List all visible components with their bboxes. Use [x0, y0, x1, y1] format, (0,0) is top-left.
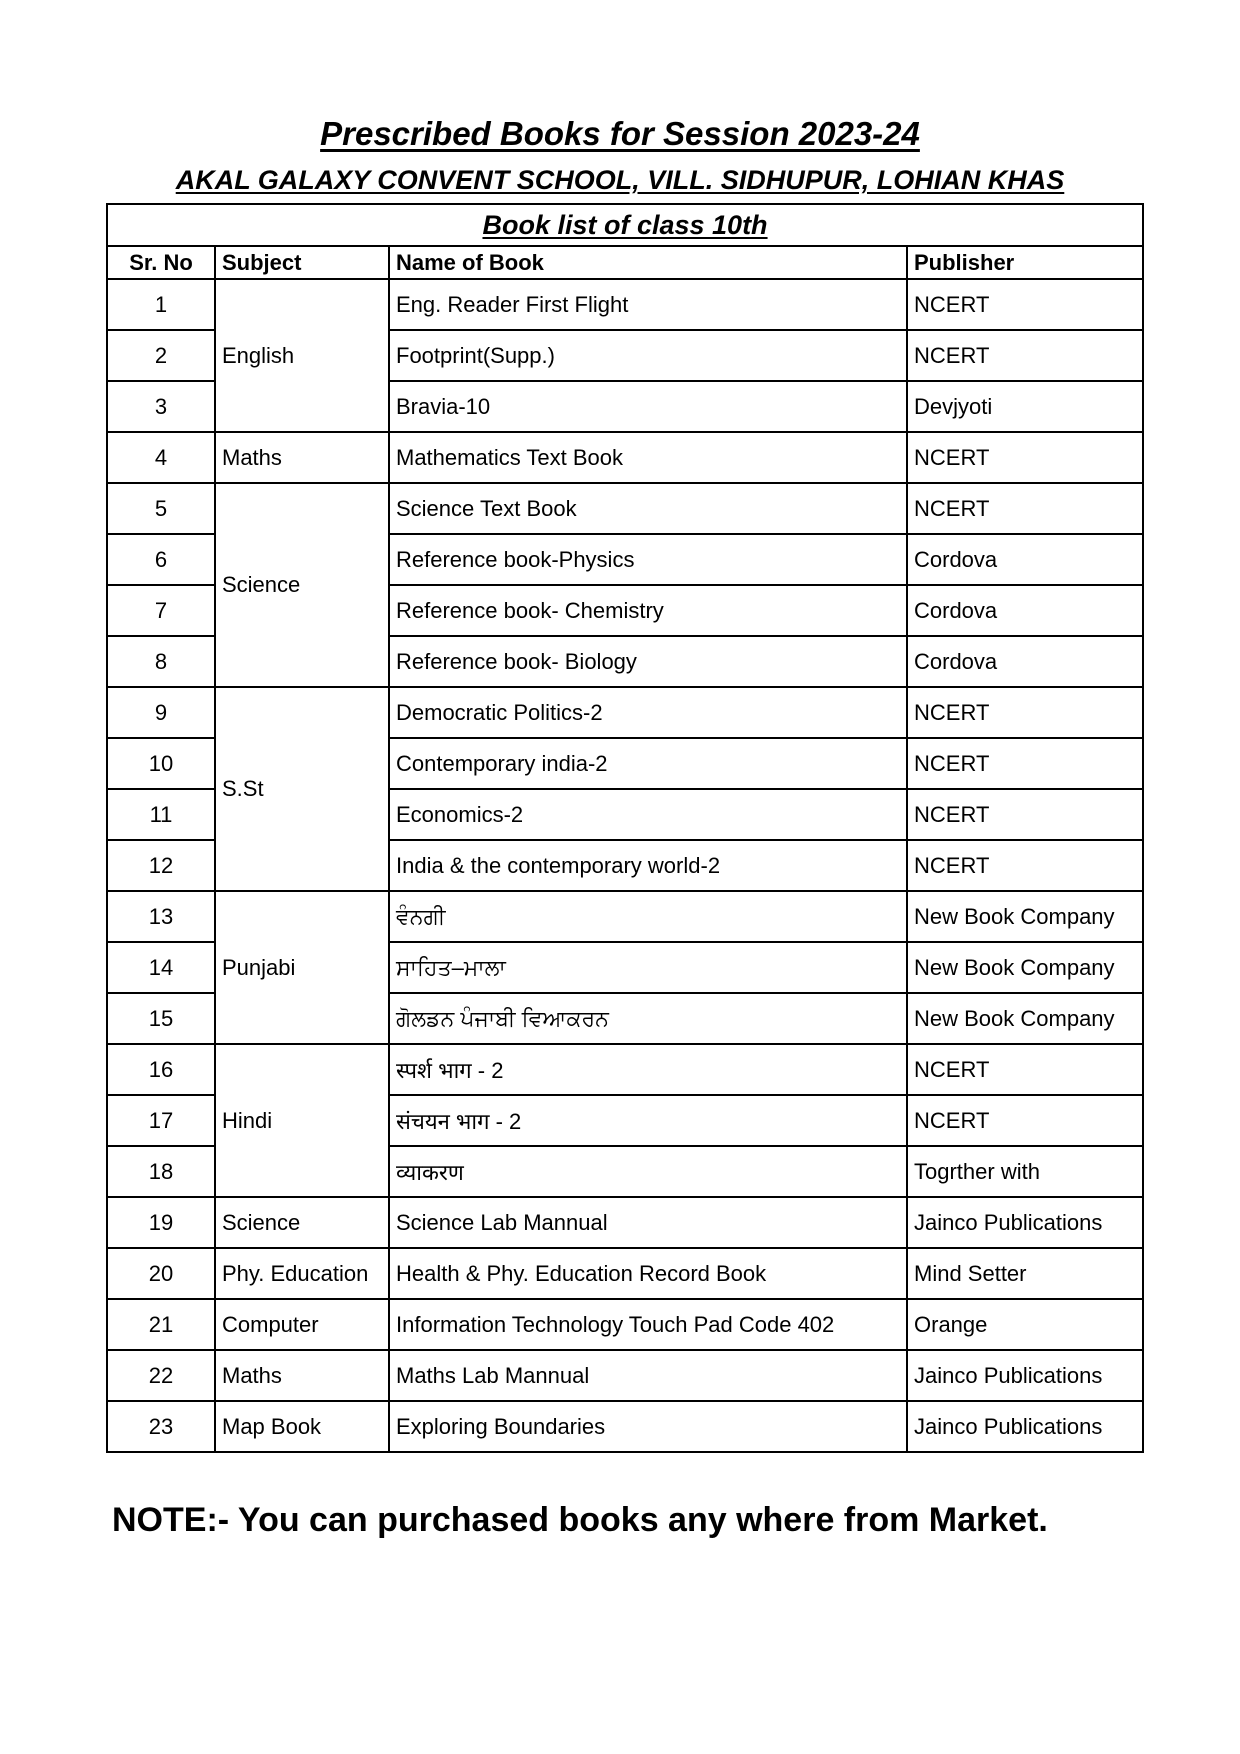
cell-book-name: Exploring Boundaries [389, 1401, 907, 1452]
cell-publisher: New Book Company [907, 942, 1143, 993]
cell-book-name: संचयन भाग - 2 [389, 1095, 907, 1146]
cell-publisher: Cordova [907, 534, 1143, 585]
cell-book-name: Reference book- Chemistry [389, 585, 907, 636]
table-caption-row [107, 204, 1143, 246]
cell-sr-no: 4 [107, 432, 215, 483]
cell-publisher: Mind Setter [907, 1248, 1143, 1299]
cell-sr-no: 21 [107, 1299, 215, 1350]
cell-book-name: स्पर्श भाग - 2 [389, 1044, 907, 1095]
cell-sr-no: 3 [107, 381, 215, 432]
cell-sr-no: 12 [107, 840, 215, 891]
cell-subject: Maths [215, 432, 389, 483]
cell-book-name: Science Text Book [389, 483, 907, 534]
cell-subject: Computer [215, 1299, 389, 1350]
cell-publisher: Jainco Publications [907, 1350, 1143, 1401]
cell-book-name: Health & Phy. Education Record Book [389, 1248, 907, 1299]
cell-subject: Maths [215, 1350, 389, 1401]
cell-publisher: NCERT [907, 687, 1143, 738]
table-row [107, 687, 1143, 738]
cell-book-name: Eng. Reader First Flight [389, 279, 907, 330]
cell-sr-no: 19 [107, 1197, 215, 1248]
cell-sr-no: 16 [107, 1044, 215, 1095]
column-header-book-name: Name of Book [389, 246, 907, 279]
cell-publisher: New Book Company [907, 891, 1143, 942]
cell-book-name: ਗੋਲਡਨ ਪੰਜਾਬੀ ਵਿਆਕਰਨ [389, 993, 907, 1044]
column-header-sr-no: Sr. No [107, 246, 215, 279]
cell-book-name: Reference book- Biology [389, 636, 907, 687]
cell-book-name: Contemporary india-2 [389, 738, 907, 789]
cell-sr-no: 1 [107, 279, 215, 330]
cell-sr-no: 14 [107, 942, 215, 993]
cell-publisher: NCERT [907, 483, 1143, 534]
table-row [107, 1299, 1143, 1350]
table-caption: Book list of class 10th [107, 204, 1143, 246]
cell-subject: S.St [215, 687, 389, 891]
cell-publisher: Jainco Publications [907, 1401, 1143, 1452]
cell-publisher: Jainco Publications [907, 1197, 1143, 1248]
cell-book-name: Science Lab Mannual [389, 1197, 907, 1248]
cell-book-name: Economics-2 [389, 789, 907, 840]
table-row [107, 1401, 1143, 1452]
cell-subject: Science [215, 1197, 389, 1248]
cell-book-name: Maths Lab Mannual [389, 1350, 907, 1401]
cell-book-name: Reference book-Physics [389, 534, 907, 585]
cell-subject: Science [215, 483, 389, 687]
book-list-table [106, 203, 1144, 1453]
table-row [107, 279, 1143, 330]
cell-sr-no: 20 [107, 1248, 215, 1299]
cell-sr-no: 7 [107, 585, 215, 636]
table-row [107, 1197, 1143, 1248]
cell-book-name: Democratic Politics-2 [389, 687, 907, 738]
cell-publisher: NCERT [907, 789, 1143, 840]
cell-sr-no: 11 [107, 789, 215, 840]
cell-book-name: Mathematics Text Book [389, 432, 907, 483]
table-row [107, 432, 1143, 483]
cell-subject: Hindi [215, 1044, 389, 1197]
cell-sr-no: 6 [107, 534, 215, 585]
cell-sr-no: 13 [107, 891, 215, 942]
cell-subject: Phy. Education [215, 1248, 389, 1299]
school-name: AKAL GALAXY CONVENT SCHOOL, VILL. SIDHUPUR, LOHIAN KHAS [175, 165, 1065, 195]
cell-book-name: India & the contemporary world-2 [389, 840, 907, 891]
column-header-publisher: Publisher [907, 246, 1143, 279]
cell-publisher: NCERT [907, 738, 1143, 789]
cell-sr-no: 17 [107, 1095, 215, 1146]
cell-publisher: Togrther with [907, 1146, 1143, 1197]
cell-sr-no: 10 [107, 738, 215, 789]
cell-publisher: New Book Company [907, 993, 1143, 1044]
cell-publisher: Cordova [907, 585, 1143, 636]
cell-sr-no: 8 [107, 636, 215, 687]
cell-publisher: Cordova [907, 636, 1143, 687]
cell-book-name: व्याकरण [389, 1146, 907, 1197]
cell-sr-no: 23 [107, 1401, 215, 1452]
cell-publisher: NCERT [907, 1095, 1143, 1146]
cell-subject: Map Book [215, 1401, 389, 1452]
cell-subject: Punjabi [215, 891, 389, 1044]
document-title: Prescribed Books for Session 2023-24 [320, 115, 920, 152]
cell-sr-no: 15 [107, 993, 215, 1044]
cell-publisher: NCERT [907, 840, 1143, 891]
cell-publisher: Devjyoti [907, 381, 1143, 432]
column-header-subject: Subject [215, 246, 389, 279]
cell-publisher: NCERT [907, 432, 1143, 483]
cell-sr-no: 5 [107, 483, 215, 534]
cell-sr-no: 9 [107, 687, 215, 738]
cell-book-name: ਵੰਨਗੀ [389, 891, 907, 942]
cell-sr-no: 18 [107, 1146, 215, 1197]
table-row [107, 1044, 1143, 1095]
cell-publisher: NCERT [907, 1044, 1143, 1095]
table-row [107, 1350, 1143, 1401]
cell-sr-no: 2 [107, 330, 215, 381]
cell-subject: English [215, 279, 389, 432]
cell-publisher: Orange [907, 1299, 1143, 1350]
note-text: NOTE:- You can purchased books any where from Market. [112, 1501, 1048, 1539]
table-row [107, 891, 1143, 942]
cell-sr-no: 22 [107, 1350, 215, 1401]
cell-publisher: NCERT [907, 330, 1143, 381]
cell-publisher: NCERT [907, 279, 1143, 330]
cell-book-name: Footprint(Supp.) [389, 330, 907, 381]
table-row [107, 1248, 1143, 1299]
table-header-row [107, 246, 1143, 279]
cell-book-name: Bravia-10 [389, 381, 907, 432]
table-row [107, 483, 1143, 534]
cell-book-name: ਸਾਹਿਤ–ਮਾਲਾ [389, 942, 907, 993]
cell-book-name: Information Technology Touch Pad Code 402 [389, 1299, 907, 1350]
